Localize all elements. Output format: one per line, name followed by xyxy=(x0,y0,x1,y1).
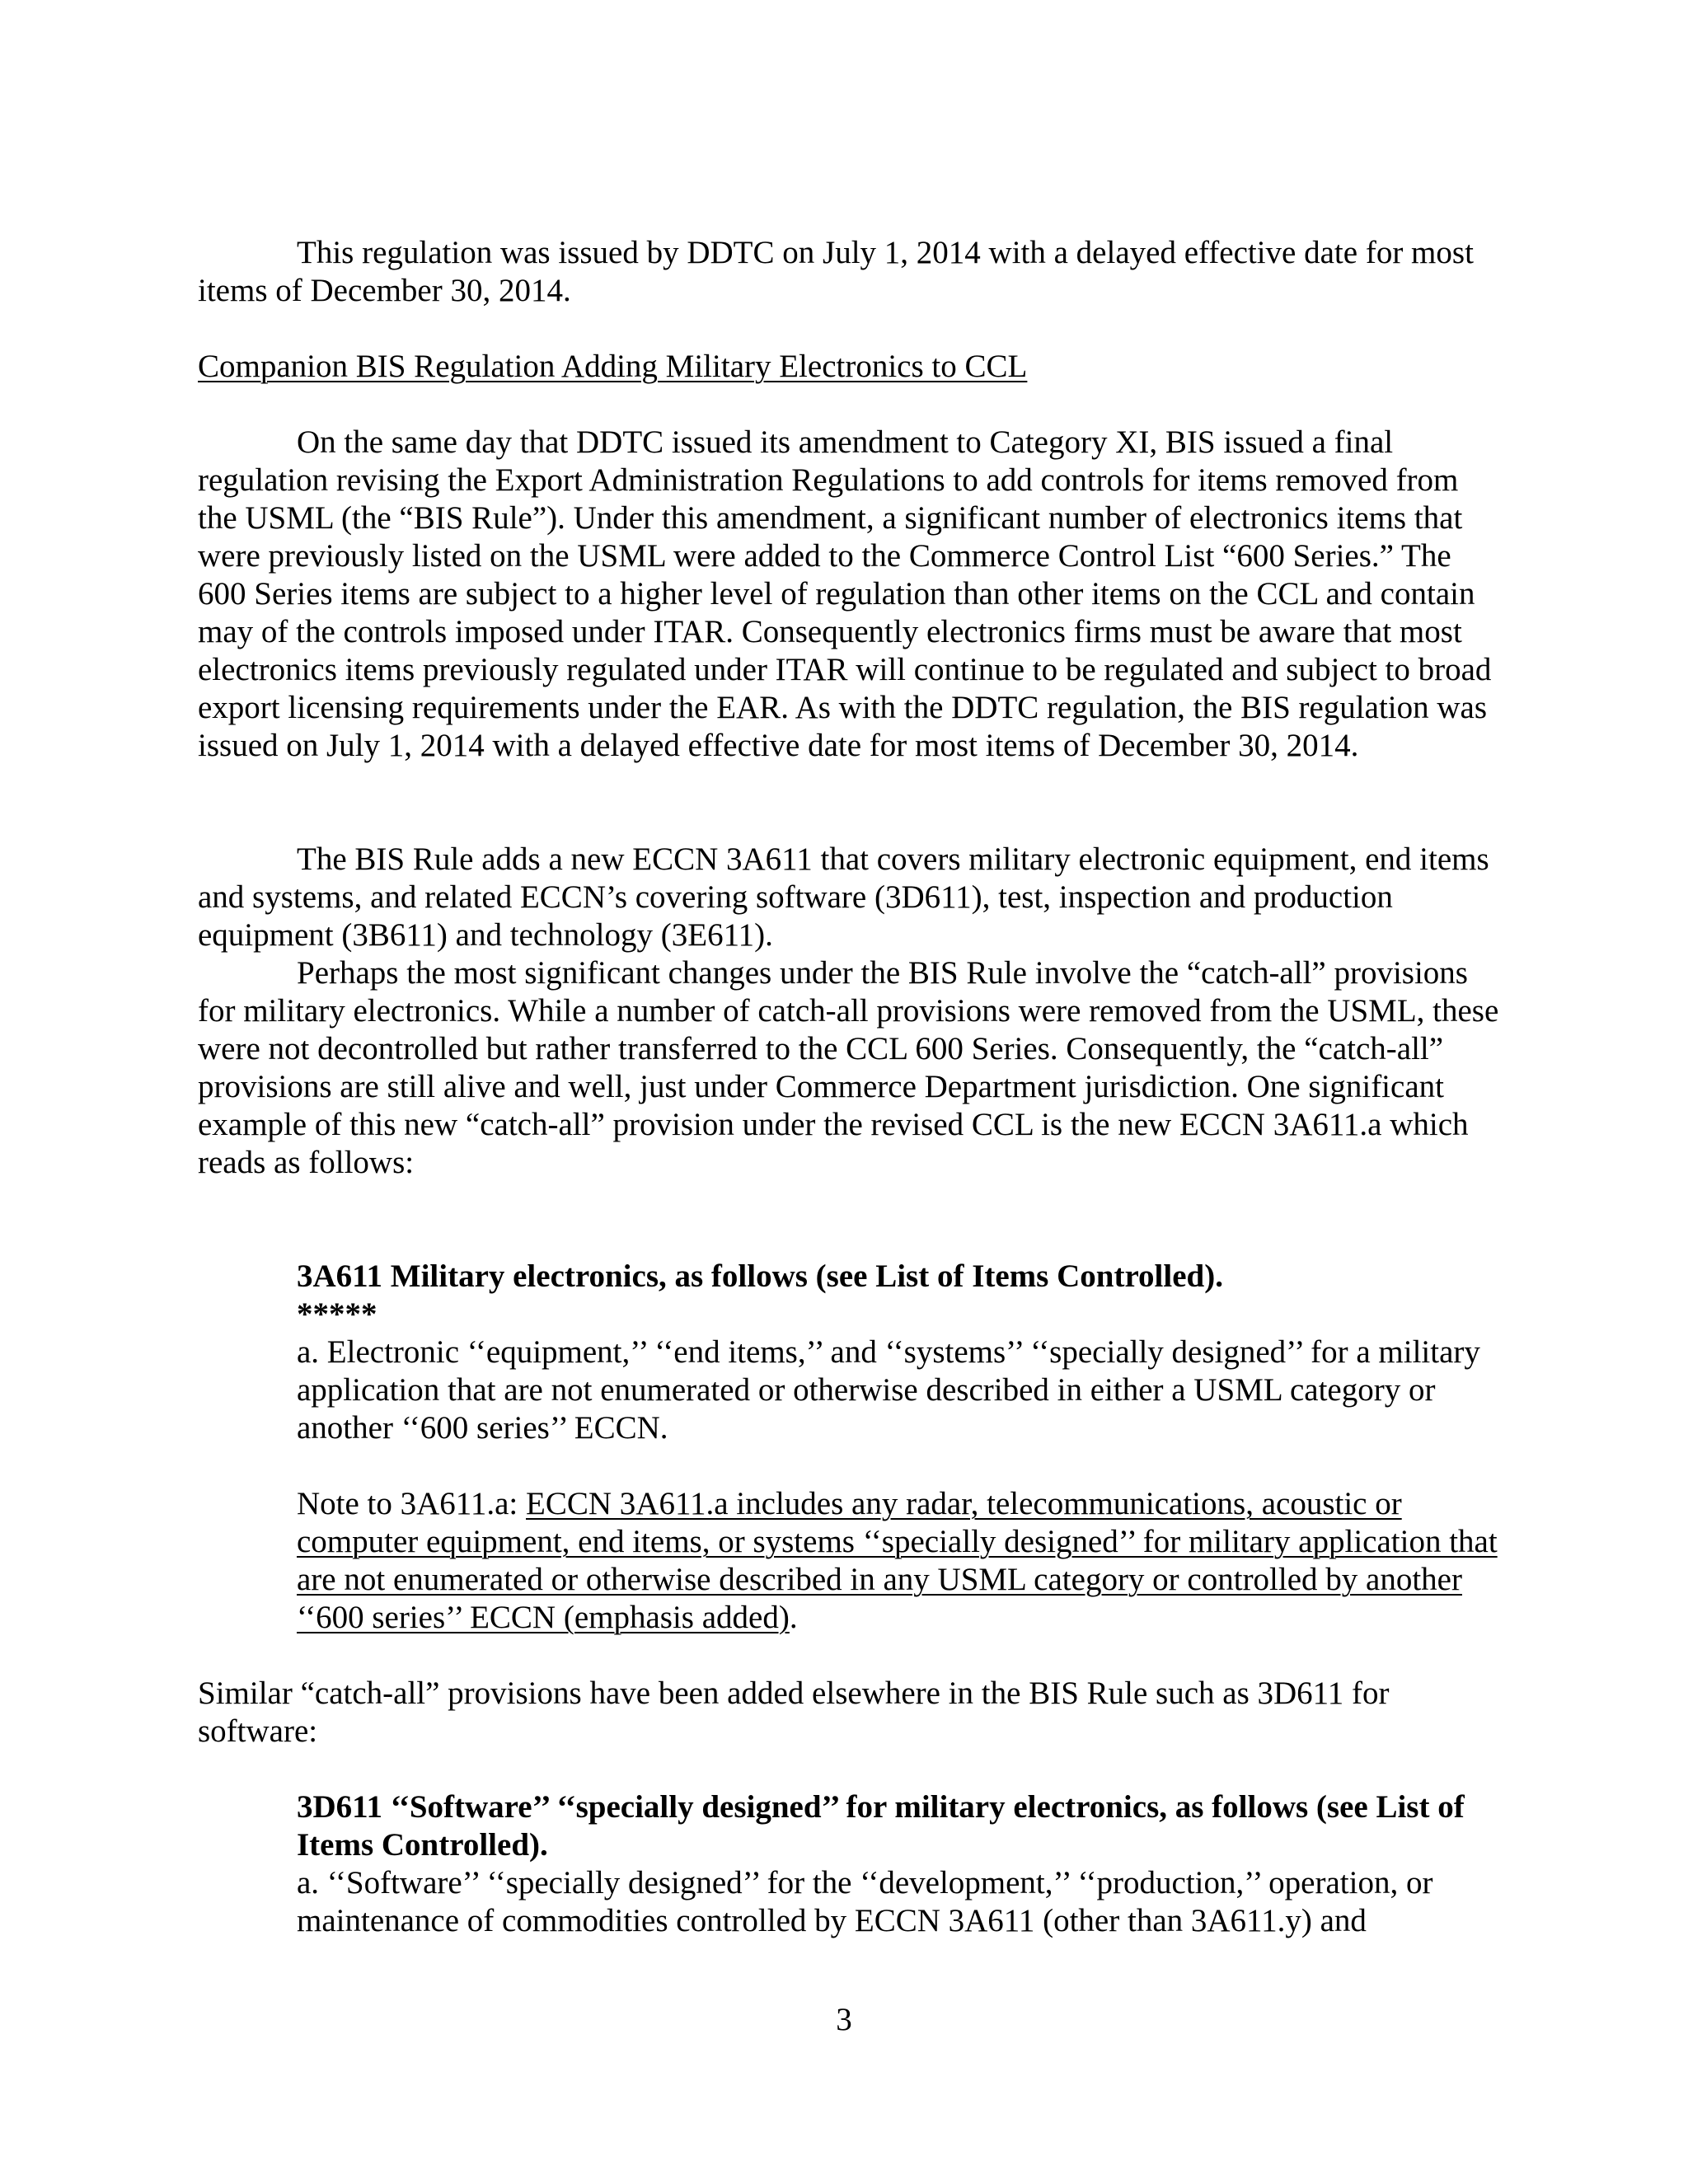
quote-3a611-item-a: a. Electronic ‘‘equipment,’’ ‘‘end items,’’ and ‘‘systems’’ ‘‘specially designed’’ for a military application that are not enumerated or otherwise described in either a USML category or another ‘‘600 series’’ ECCN. xyxy=(297,1334,1480,1446)
paragraph-similar-provisions: Similar “catch-all” provisions have been added elsewhere in the BIS Rule such as 3D611 for software: xyxy=(198,1675,1390,1749)
paragraph-catch-all: Perhaps the most significant changes under the BIS Rule involve the “catch-all” provisions for military electronics. While a number of catch-all provisions were removed from the USML, these were not decontrolled but rather transferred to the CCL 600 Series. Consequently, the “catch-all” provisions are still alive and well, just under Commerce Department jurisdiction. One significant example of this new “catch-all” provision under the revised CCL is the new ECCN 3A611.a which reads as follows: xyxy=(198,955,1499,1180)
paragraph-companion-rule: On the same day that DDTC issued its amendment to Category XI, BIS issued a final regulation revising the Export Administration Regulations to add controls for items removed from the USML (the “BIS Rule”). Under this amendment, a significant number of electronics items that were previously listed on the USML were added to the Commerce Control List “600 Series.” The 600 Series items are subject to a higher level of regulation than other items on the CCL and contain may of the controls imposed under ITAR. Consequently electronics firms must be aware that most electronics items previously regulated under ITAR will continue to be regulated and subject to broad export licensing requirements under the EAR. As with the DDTC regulation, the BIS regulation was issued on July 1, 2014 with a delayed effective date for most items of December 30, 2014. xyxy=(198,424,1492,763)
page-number: 3 xyxy=(836,2002,852,2037)
quote-3d611-item-a: a. ‘‘Software’’ ‘‘specially designed’’ for the ‘‘development,’’ ‘‘production,’’ operation, or maintenance of commodities controlled by ECCN 3A611 (other than 3A611.y) and xyxy=(297,1865,1433,1938)
section-heading: Companion BIS Regulation Adding Military Electronics to CCL xyxy=(198,349,1028,384)
quote-3a611-stars: ***** xyxy=(297,1296,377,1332)
paragraph-new-eccn: The BIS Rule adds a new ECCN 3A611 that covers military electronic equipment, end items and systems, and related ECCN’s covering software (3D611), test, inspection and production equipment (3B611) and technology (3E611). xyxy=(198,841,1489,953)
paragraph-regulation-issued: This regulation was issued by DDTC on July 1, 2014 with a delayed effective date for most items of December 30, 2014. xyxy=(198,235,1474,308)
quote-3a611-title: 3A611 Military electronics, as follows (see List of Items Controlled). xyxy=(297,1258,1223,1294)
note-3a611a xyxy=(297,1485,1500,1637)
note-label: Note to 3A611.a: xyxy=(297,1486,527,1521)
quote-3d611-title: 3D611 ‘‘Software’’ ‘‘specially designed’’ for military electronics, as follows (see List of Items Controlled). xyxy=(297,1789,1465,1863)
quote-3a611 xyxy=(297,1258,1500,1447)
note-text: ECCN 3A611.a includes any radar, telecommunications, acoustic or computer equipment, end items, or systems ‘‘specially designed’’ for military application that are not enumerated or otherwise described in any USML category or controlled by another ‘‘600 series’’ ECCN (emphasis added) xyxy=(297,1486,1498,1635)
note-end: . xyxy=(789,1600,798,1635)
quote-3d611 xyxy=(297,1788,1500,1940)
